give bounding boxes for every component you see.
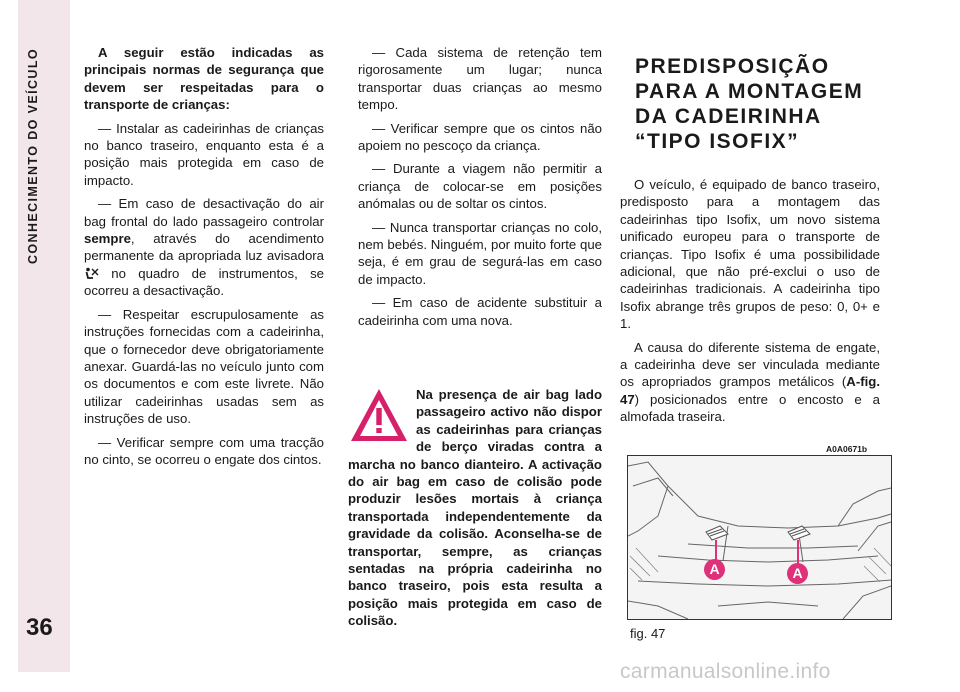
- text-span: ) posicionados entre o encosto e a almofada traseira.: [620, 391, 880, 425]
- paragraph: — Nunca transportar crianças no colo, nem bebés. Ninguém, por muito forte que seja, é em grau de segurá-las em caso de impacto.: [358, 219, 602, 287]
- heading-line: PREDISPOSIÇÃO: [635, 55, 830, 78]
- warning-text: Na presença de air bag lado passageiro activo não dispor as cadeirinhas para crianças de berço viradas contra a marcha no banco dianteiro. A activação do air bag em caso de colisão pode produzir lesões mortais à criança transportada independentemente da gravidade da colisão. Aconselha-se de transportar, sempre, as crianças sentadas na própria cadeirinha no banco traseiro, pois esta resulta a posição mais protegida em caso de colisão.: [348, 387, 602, 629]
- airbag-paragraph: [84, 195, 324, 299]
- text-span: A causa do diferente sistema de engate, a cadeirinha deve ser vinculada mediante os apropriados grampos metálicos (: [620, 339, 880, 390]
- heading-line: PARA A MONTAGEM: [635, 80, 864, 103]
- column-1: [84, 44, 324, 474]
- seat-drawing: [628, 456, 891, 619]
- isofix-marker-right: [787, 563, 808, 584]
- intro-paragraph: A seguir estão indicadas as principais normas de segurança que devem ser respeitadas para o transporte de crianças:: [84, 45, 324, 113]
- section-title: CONHECIMENTO DO VEÍCULO: [26, 48, 40, 265]
- paragraph: — Em caso de acidente substituir a cadeirinha com uma nova.: [358, 295, 602, 328]
- text-span: — Em caso de desactivação do air bag frontal do lado passageiro controlar: [84, 196, 324, 229]
- column-3: [620, 176, 880, 432]
- paragraph: — Respeitar escrupulosamente as instruções fornecidas com a cadeirinha, que o fornecedor deve obrigatoriamente anexar. Guardá-las no veículo junto com os documentos e com este livrete. Não utilizar cadeirinhas usadas sem as instruções de uso.: [84, 306, 324, 427]
- isofix-marker-left: [704, 559, 725, 580]
- paragraph: — Cada sistema de retenção tem rigorosamente um lugar; nunca transportar duas crianças ao mesmo tempo.: [358, 45, 602, 113]
- isofix-seat-illustration: [627, 455, 892, 620]
- paragraph: — Verificar sempre que os cintos não apoiem no pescoço da criança.: [358, 120, 602, 154]
- figure-code: A0A0671b: [826, 444, 868, 454]
- paragraph: — Durante a viagem não permitir a criança de colocar-se em posições anómalas ou de soltar os cintos.: [358, 161, 602, 212]
- airbag-off-warning-icon: [84, 267, 99, 280]
- warning-box: [348, 386, 602, 630]
- paragraph: O veículo, é equipado de banco traseiro, predisposto para a montagem das cadeirinhas tipo Isofix, um novo sistema unificado europeu para o transporte de crianças. Tipo Isofix é uma possibilidade adicional, que não pré-exclui o uso de cadeirinhas tradicionais. A cadeirinha tipo Isofix abrange três grupos de peso: 0, 0+ e 1.: [620, 177, 880, 332]
- warning-triangle-icon: [348, 386, 410, 444]
- section-heading: [635, 54, 885, 154]
- isofix-paragraph: [620, 339, 880, 426]
- emphasis-text: sempre: [84, 231, 131, 247]
- figure-reference: A-fig. 47: [620, 374, 880, 407]
- column-2: [358, 44, 602, 335]
- figure-caption: fig. 47: [630, 626, 666, 641]
- page-number: 36: [26, 614, 53, 641]
- text-span: no quadro de instrumentos, se ocorreu a desactivação.: [84, 265, 324, 299]
- watermark: carmanualsonline.info: [620, 660, 831, 683]
- paragraph: — Instalar as cadeirinhas de crianças no banco traseiro, enquanto esta é a posição mais protegida em caso de impacto.: [84, 120, 324, 188]
- marker-label: A: [709, 561, 720, 577]
- paragraph: — Verificar sempre com uma tracção no cinto, se ocorreu o engate dos cintos.: [84, 434, 324, 467]
- heading-line: “TIPO ISOFIX”: [635, 130, 800, 153]
- heading-line: DA CADEIRINHA: [635, 105, 822, 128]
- marker-label: A: [792, 565, 803, 581]
- text-span: , através do acendimento permanente da apropriada luz avisadora: [84, 231, 324, 264]
